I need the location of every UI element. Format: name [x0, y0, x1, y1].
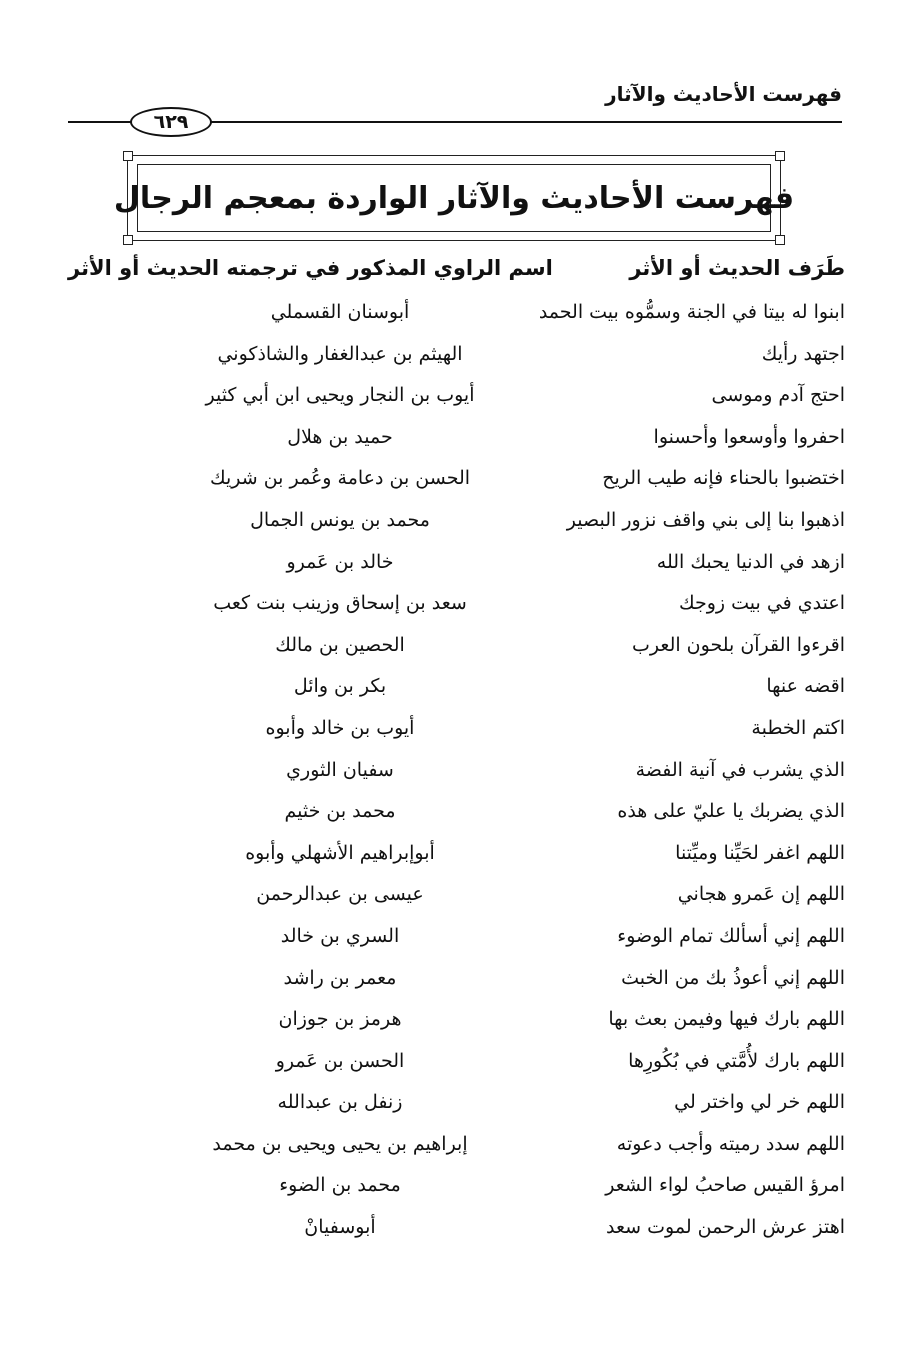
hadith-text: اللهم إني أعوذُ بك من الخبث — [621, 966, 845, 989]
hadith-text: اللهم إني أسألك تمام الوضوء — [617, 924, 845, 947]
hadith-text: الذي يشرب في آنية الفضة — [635, 758, 845, 781]
narrator-name: محمد بن الضوء — [279, 1174, 401, 1197]
list-item — [0, 1045, 920, 1087]
running-header: فهرست الأحاديث والآثار — [605, 82, 842, 106]
hadith-text: اكتم الخطبة — [751, 716, 845, 739]
list-item — [0, 670, 920, 712]
hadith-text: الذي يضربك يا عليّ على هذه — [617, 800, 845, 823]
list-item — [0, 338, 920, 380]
hadith-text: اللهم بارك فيها وفيمن بعث بها — [608, 1008, 845, 1031]
list-item — [0, 1169, 920, 1211]
page-number: ٦٢٩ — [130, 107, 212, 137]
list-item — [0, 1128, 920, 1170]
narrator-name: سفيان الثوري — [286, 758, 394, 781]
narrator-name: محمد بن يونس الجمال — [250, 508, 430, 531]
narrator-name: السري بن خالد — [280, 924, 400, 947]
list-item — [0, 504, 920, 546]
narrator-name: بكر بن وائل — [293, 675, 387, 698]
hadith-text: احتج آدم وموسى — [711, 384, 845, 407]
narrator-name: أبوسنان القسملي — [270, 301, 410, 323]
narrator-name: أبوسفيانْ — [304, 1216, 376, 1239]
list-item — [0, 629, 920, 671]
narrator-name: خالد بن عَمرو — [286, 550, 394, 573]
narrator-name: الحسن بن عَمرو — [275, 1049, 405, 1072]
narrator-name: محمد بن خثيم — [284, 800, 396, 823]
narrator-name: الحصين بن مالك — [275, 633, 405, 656]
list-item — [0, 795, 920, 837]
narrator-name: معمر بن راشد — [283, 966, 397, 989]
list-item — [0, 379, 920, 421]
hadith-text: اقرءوا القرآن بلحون العرب — [632, 633, 845, 656]
frame-corner — [775, 151, 785, 161]
hadith-text: اهتز عرش الرحمن لموت سعد — [606, 1216, 845, 1239]
frame-corner — [775, 235, 785, 245]
narrator-name: أيوب بن النجار ويحيى ابن أبي كثير — [205, 384, 475, 407]
title-frame — [113, 155, 795, 241]
frame-corner — [123, 235, 133, 245]
list-item — [0, 1211, 920, 1253]
list-item — [0, 878, 920, 920]
narrator-name: هرمز بن جوزان — [278, 1008, 402, 1031]
list-item — [0, 962, 920, 1004]
narrator-name: زنفل بن عبدالله — [277, 1091, 403, 1114]
hadith-text: اعتدي في بيت زوجك — [678, 592, 845, 615]
title-inner-frame — [113, 164, 795, 232]
narrator-name: عيسى بن عبدالرحمن — [256, 883, 424, 906]
hadith-text: احفروا وأوسعوا وأحسنوا — [653, 425, 845, 448]
list-item — [0, 421, 920, 463]
narrator-name: سعد بن إسحاق وزينب بنت كعب — [213, 592, 467, 615]
narrator-name: أيوب بن خالد وأبوه — [265, 716, 415, 739]
entries-list — [0, 296, 920, 1253]
hadith-text: اللهم اغفر لحَيِّنا وميِّتنا — [675, 841, 845, 864]
narrator-name: إبراهيم بن يحيى ويحيى بن محمد — [212, 1132, 468, 1155]
narrator-column-heading: اسم الراوي المذكور في ترجمته الحديث أو الأثر — [68, 256, 553, 280]
narrator-name: الهيثم بن عبدالغفار والشاذكوني — [217, 342, 463, 365]
narrator-name: أبوإبراهيم الأشهلي وأبوه — [245, 841, 435, 864]
list-item — [0, 1086, 920, 1128]
hadith-text: اقضه عنها — [766, 675, 845, 698]
hadith-text: اجتهد رأيك — [761, 342, 845, 365]
list-item — [0, 587, 920, 629]
narrator-name: حميد بن هلال — [287, 425, 393, 448]
list-item — [0, 712, 920, 754]
hadith-text: ازهد في الدنيا يحبك الله — [656, 550, 845, 573]
list-item — [0, 837, 920, 879]
hadith-text: اذهبوا بنا إلى بني واقف نزور البصير — [566, 508, 845, 531]
hadith-text: اللهم بارك لأُمَّتي في بُكُورِها — [628, 1049, 845, 1072]
hadith-text: ابنوا له بيتا في الجنة وسمُّوه بيت الحمد — [538, 301, 845, 323]
hadith-text: اختضبوا بالحناء فإنه طيب الريح — [602, 467, 845, 490]
hadith-column-heading: طَرَف الحديث أو الأثر — [629, 256, 845, 280]
list-item — [0, 462, 920, 504]
list-item — [0, 1003, 920, 1045]
page-title: فهرست الأحاديث والآثار الواردة بمعجم الرجال — [113, 180, 795, 216]
hadith-text: اللهم سدد رميته وأجب دعوته — [616, 1132, 845, 1155]
narrator-name: الحسن بن دعامة وعُمر بن شريك — [209, 467, 471, 490]
hadith-text: اللهم خر لي واختر لي — [674, 1091, 845, 1114]
hadith-text: امرؤ القيس صاحبُ لواء الشعر — [605, 1174, 845, 1197]
list-item — [0, 546, 920, 588]
frame-corner — [123, 151, 133, 161]
list-item — [0, 754, 920, 796]
hadith-text: اللهم إن عَمرو هجاني — [677, 883, 845, 906]
list-item — [0, 296, 920, 338]
list-item — [0, 920, 920, 962]
